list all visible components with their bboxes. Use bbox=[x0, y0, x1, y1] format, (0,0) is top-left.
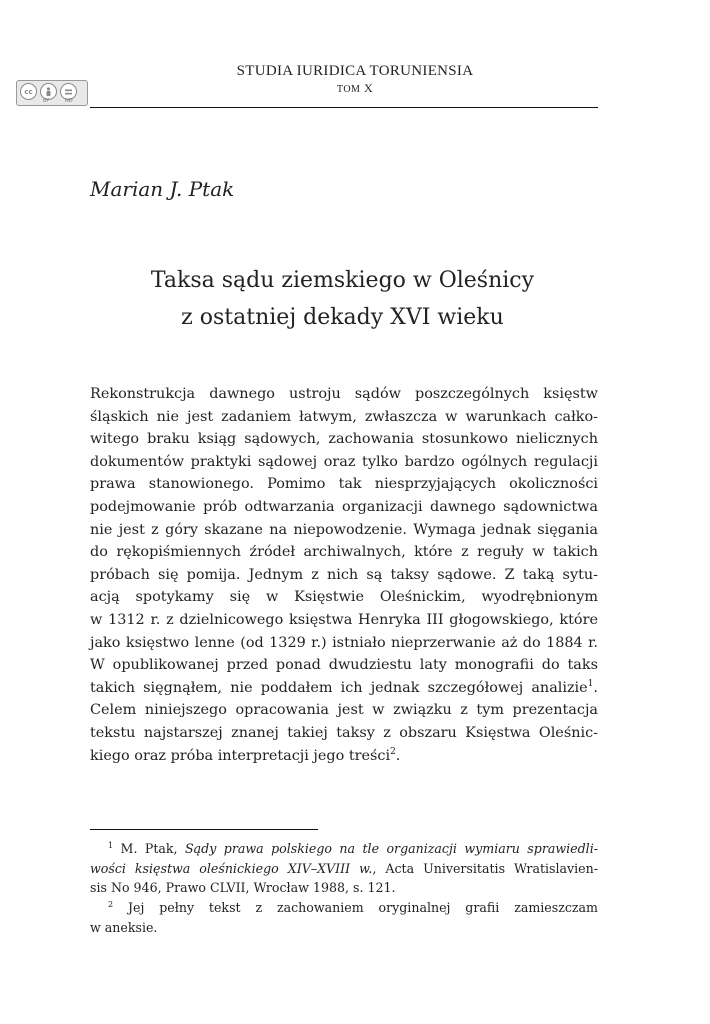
body-line: próbach się pomija. Jednym z nich są taksy sądowe. Z taką sytu- bbox=[90, 566, 598, 583]
footnote-ref-2[interactable]: 2 bbox=[390, 746, 396, 757]
cc-icon: cc bbox=[20, 83, 37, 100]
footnote-1-line-3: sis No 946, Prawo CLVII, Wrocław 1988, s. 121. bbox=[90, 880, 396, 896]
volume-number: X bbox=[363, 81, 374, 95]
body-line: W opublikowanej przed ponad dwudziestu laty monografii do taks bbox=[90, 657, 598, 674]
body-line: dokumentów praktyki sądowej oraz tylko bardzo ogólnych regulacji bbox=[90, 453, 598, 470]
body-line-with-ref bbox=[90, 745, 598, 768]
author-name: Marian J. Ptak bbox=[90, 177, 235, 201]
footnote-1-rest: , Acta Universitatis Wratislavien- bbox=[372, 860, 598, 876]
footnote-2-line-1 bbox=[90, 898, 598, 918]
running-header bbox=[0, 62, 710, 98]
equals-glyph bbox=[64, 88, 73, 96]
body-line-with-ref bbox=[90, 677, 598, 700]
footnote-1-line-1 bbox=[90, 839, 598, 859]
body-line: do rękopiśmiennych źródeł archiwalnych, które z reguły w takich bbox=[90, 544, 598, 561]
body-line-text: kiego oraz próba interpretacji jego treści bbox=[90, 747, 391, 764]
license-badge[interactable] bbox=[16, 80, 88, 106]
footnotes bbox=[90, 839, 598, 937]
body-line: Celem niniejszego opracowania jest w związku z tym prezentacja bbox=[90, 702, 598, 719]
footnote-1-author: M. Ptak, bbox=[120, 841, 178, 856]
footnote-1-title-a: Sądy prawa polskiego na tle organizacji wymiaru sprawiedli- bbox=[185, 841, 598, 856]
article-title bbox=[0, 262, 685, 336]
person-glyph bbox=[44, 87, 53, 97]
volume-word: TOM bbox=[336, 84, 361, 95]
title-line-1: Taksa sądu ziemskiego w Oleśnicy bbox=[150, 268, 535, 293]
footnote-2-text: Jej pełny tekst z zachowaniem oryginalnej grafii zamieszczam bbox=[127, 900, 598, 916]
journal-title: STUDIA IURIDICA TORUNIENSIA bbox=[236, 63, 474, 79]
body-line: jako księstwo lenne (od 1329 r.) istniało nieprzerwanie aż do 1884 r. bbox=[90, 634, 598, 651]
footnote-1-line-2 bbox=[90, 859, 598, 879]
by-label: BY bbox=[43, 98, 50, 104]
body-line-tail: . bbox=[593, 679, 598, 696]
footnote-1-number: 1 bbox=[108, 841, 114, 850]
body-line: tekstu najstarszej znanej takiej taksy z obszaru Księstwa Oleśnic- bbox=[90, 724, 598, 741]
body-line: Rekonstrukcja dawnego ustroju sądów poszczególnych księstw bbox=[90, 386, 598, 402]
body-line: śląskich nie jest zadaniem łatwym, zwłaszcza w warunkach całko- bbox=[90, 408, 598, 425]
footnote-2-line-2: w aneksie. bbox=[90, 919, 158, 935]
footnote-2-number: 2 bbox=[108, 900, 114, 910]
body-line: podejmowanie prób odtwarzania organizacji dawnego sądownictwa bbox=[90, 498, 598, 515]
body-line-text: takich sięgnąłem, nie poddałem ich jednak szczegółowej analizie bbox=[90, 679, 588, 696]
body-text bbox=[90, 383, 598, 767]
body-line: prawa stanowionego. Pomimo tak niesprzyjających okoliczności bbox=[90, 476, 598, 493]
body-line-tail: . bbox=[395, 747, 401, 764]
footnote-1-title-b: wości księstwa oleśnickiego XIV–XVIII w. bbox=[90, 860, 373, 876]
footnote-rule bbox=[90, 829, 318, 830]
nd-label: ND bbox=[65, 98, 73, 104]
body-line: w 1312 r. z dzielnicowego księstwa Henryka III głogowskiego, które bbox=[90, 611, 598, 628]
body-line: acją spotykamy się w Księstwie Oleśnickim, wyodrębnionym bbox=[90, 589, 598, 606]
body-line: nie jest z góry skazane na niepowodzenie. Wymaga jednak sięgania bbox=[90, 521, 598, 538]
body-line: witego braku ksiąg sądowych, zachowania stosunkowo nielicznych bbox=[90, 431, 598, 448]
title-line-2: z ostatniej dekady XVI wieku bbox=[181, 305, 504, 330]
header-rule bbox=[90, 107, 598, 108]
volume-label bbox=[0, 80, 710, 98]
footnote-ref-1[interactable]: 1 bbox=[587, 678, 594, 689]
